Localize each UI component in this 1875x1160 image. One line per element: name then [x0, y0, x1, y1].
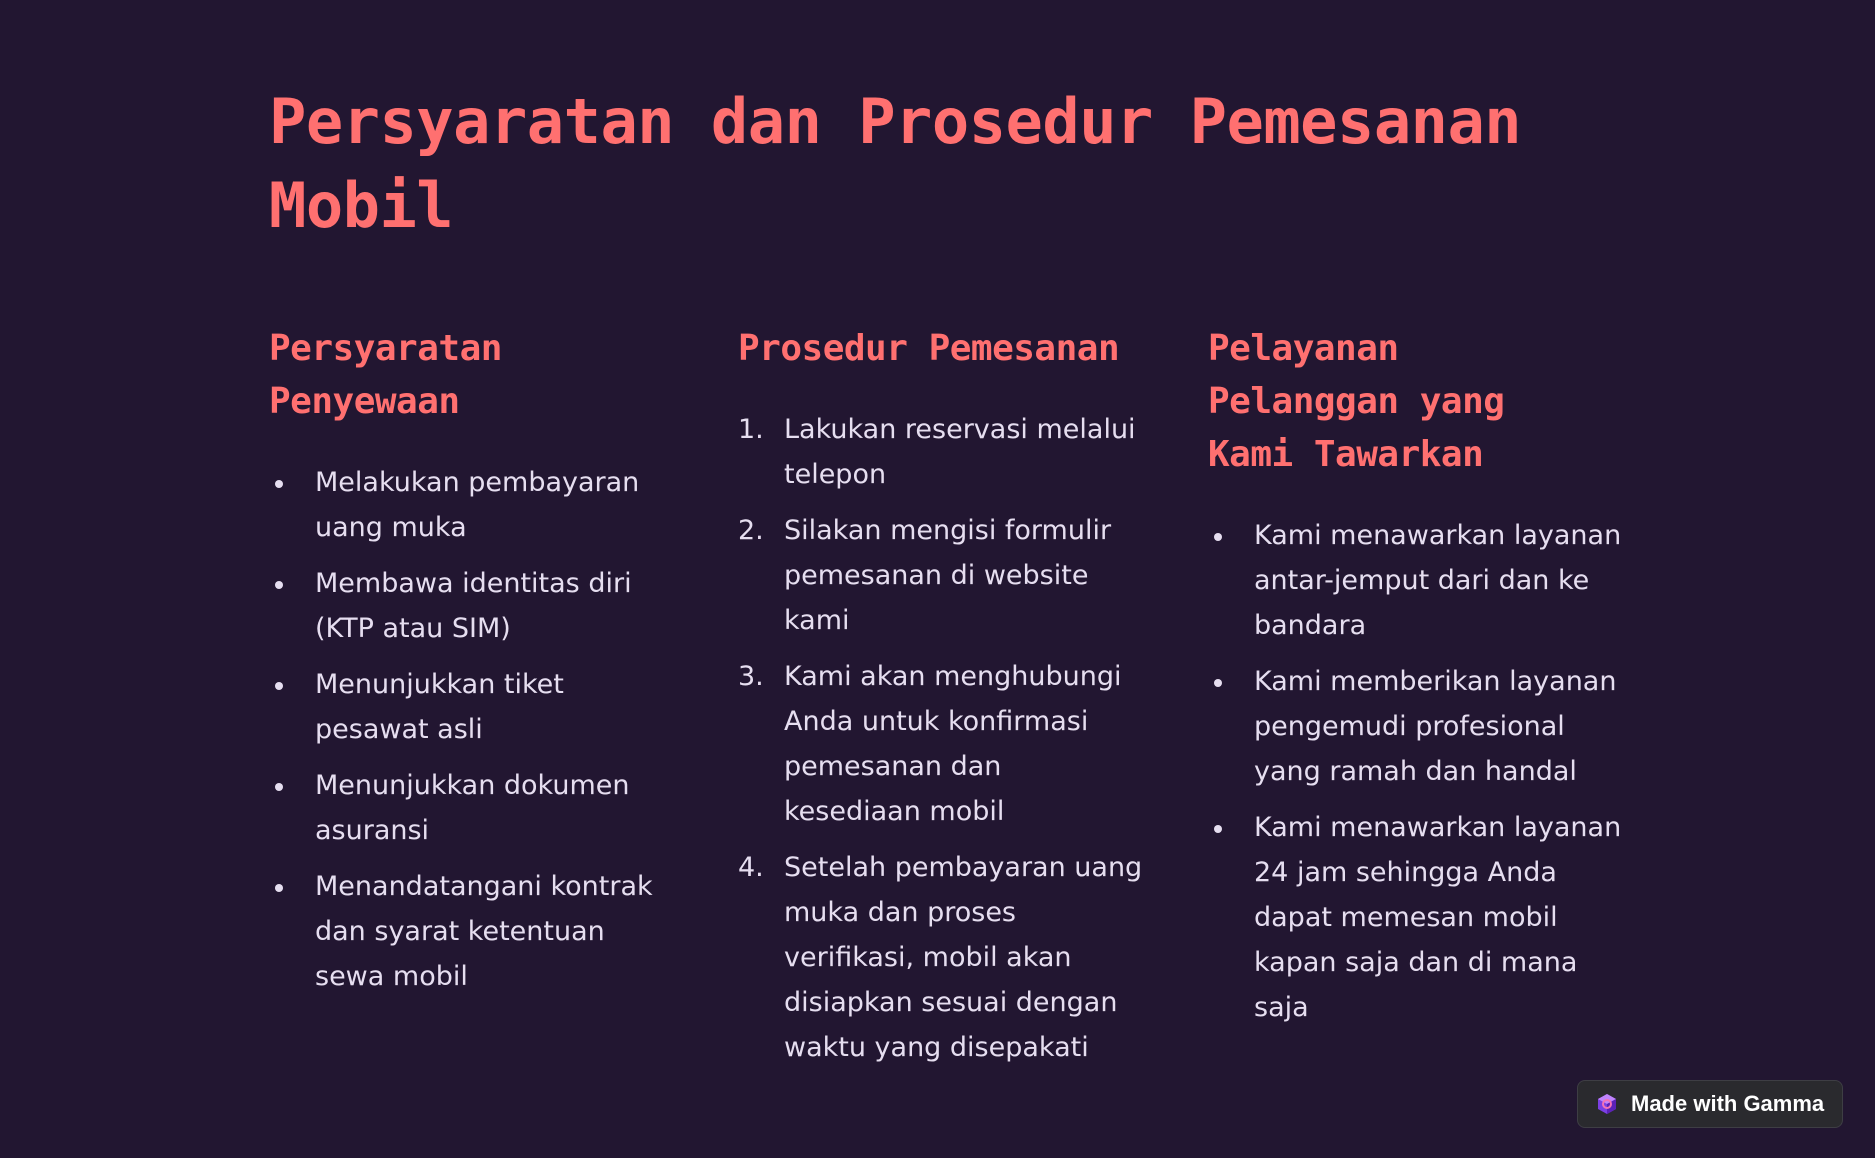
list-item-text: Kami memberikan layanan pengemudi profesional yang ramah dan handal — [1254, 666, 1617, 787]
list-item — [738, 508, 1144, 643]
list-item-text: Lakukan reservasi melalui telepon — [784, 414, 1136, 490]
slide-title: Persyaratan dan Prosedur Pemesanan Mobil — [269, 85, 1522, 242]
column-prosedur — [738, 322, 1148, 1081]
list-number: 1. — [738, 414, 764, 445]
made-with-gamma-button[interactable] — [1577, 1080, 1843, 1128]
column-heading: Prosedur Pemesanan — [738, 328, 1120, 369]
list-item-text: Melakukan pembayaran uang muka — [315, 467, 640, 543]
bullet-icon — [275, 480, 283, 488]
bullet-icon — [275, 884, 283, 892]
list-item — [269, 561, 675, 651]
list-item-text: Setelah pembayaran uang muka dan proses verifikasi, mobil akan disiapkan sesuai dengan waktu yang disepakati — [784, 852, 1143, 1063]
bullet-icon — [275, 682, 283, 690]
list-item-text: Menunjukkan dokumen asuransi — [315, 770, 630, 846]
list-item-text: Menunjukkan tiket pesawat asli — [315, 669, 564, 745]
bullet-list — [269, 460, 679, 999]
column-pelayanan — [1208, 322, 1622, 1041]
list-item — [738, 654, 1144, 834]
list-item — [738, 407, 1144, 497]
column-heading: Pelayanan Pelanggan yang Kami Tawarkan — [1208, 328, 1505, 475]
gamma-logo-icon — [1595, 1092, 1619, 1116]
list-item — [1208, 805, 1624, 1030]
numbered-list — [738, 407, 1148, 1070]
list-number: 3. — [738, 661, 764, 692]
bullet-icon — [1214, 679, 1222, 687]
list-item-text: Menandatangani kontrak dan syarat ketentuan sewa mobil — [315, 871, 653, 992]
list-number: 2. — [738, 515, 764, 546]
list-item — [269, 662, 675, 752]
bullet-icon — [1214, 533, 1222, 541]
list-item — [269, 763, 675, 853]
list-item — [269, 460, 675, 550]
bullet-icon — [275, 783, 283, 791]
list-item-text: Membawa identitas diri (KTP atau SIM) — [315, 568, 632, 644]
list-item-text: Kami menawarkan layanan 24 jam sehingga Anda dapat memesan mobil kapan saja dan di mana saja — [1254, 812, 1622, 1023]
badge-label: Made with Gamma — [1631, 1091, 1825, 1116]
list-number: 4. — [738, 852, 764, 883]
bullet-list — [1208, 513, 1622, 1030]
list-item — [738, 845, 1144, 1070]
column-heading: Persyaratan Penyewaan — [269, 328, 502, 422]
column-persyaratan — [269, 322, 679, 1010]
list-item-text: Silakan mengisi formulir pemesanan di website kami — [784, 515, 1112, 636]
bullet-icon — [275, 581, 283, 589]
list-item — [269, 864, 675, 999]
list-item — [1208, 659, 1624, 794]
list-item-text: Kami akan menghubungi Anda untuk konfirmasi pemesanan dan kesediaan mobil — [784, 661, 1122, 827]
bullet-icon — [1214, 825, 1222, 833]
list-item-text: Kami menawarkan layanan antar-jemput dari dan ke bandara — [1254, 520, 1622, 641]
list-item — [1208, 513, 1624, 648]
